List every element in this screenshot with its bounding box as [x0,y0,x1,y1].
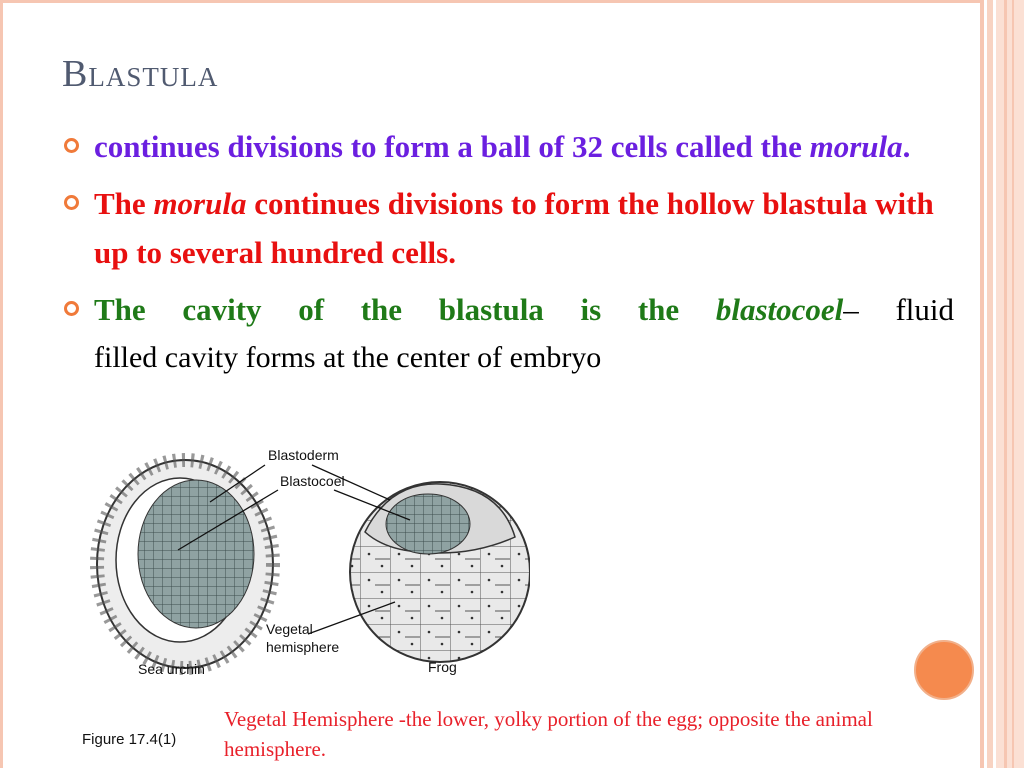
bullet-ring-icon [64,195,79,210]
frog-embryo [350,482,530,662]
blastula-figure [90,442,530,682]
figure-label-blastocoel: Blastocoel [280,473,345,489]
figure-label-frog: Frog [428,659,457,675]
bullet-ring-icon [64,138,79,153]
bullet-text: . [902,129,911,164]
bullet-continuation: filled cavity forms at the center of embryo [94,341,602,374]
decor-stripe [1012,0,1014,768]
decor-stripe [1004,0,1007,768]
sea-urchin-embryo [97,460,273,668]
bullet-list [62,122,954,380]
decor-stripe [980,0,984,768]
left-border [0,0,3,768]
bullet-text: The [94,186,154,221]
figure-label-vegetal: Vegetal [266,621,313,637]
bullet-item [62,285,954,334]
bullet-emphasis: blastocoel [715,292,844,327]
figure-label-hemisphere: hemisphere [266,639,340,655]
bullet-emphasis: morula [153,186,247,221]
slide-title: Blastula [62,53,219,95]
bullet-text: continues divisions to form a ball of 32 cells called the [94,129,810,164]
top-border [0,0,980,3]
bullet-emphasis: morula [809,129,903,164]
bullet-text: – fluid [843,292,954,327]
bullet-ring-icon [64,301,79,316]
figure-label-sea-urchin: Sea urchin [138,661,205,677]
bullet-item [62,179,954,277]
decor-stripe [987,0,993,768]
bullet-item [62,122,954,171]
bullet-text: continues divisions to form the hollow blastula with up to several hundred cells. [94,186,934,270]
definition-note: Vegetal Hemisphere -the lower, yolky portion of the egg; opposite the animal hemisphere. [224,707,873,761]
decor-circle [914,640,974,700]
decor-stripe [996,0,1024,768]
figure-caption: Figure 17.4(1) [82,731,177,748]
figure-label-blastoderm: Blastoderm [268,447,339,463]
bullet-text: The cavity of the blastula is the [94,292,716,327]
